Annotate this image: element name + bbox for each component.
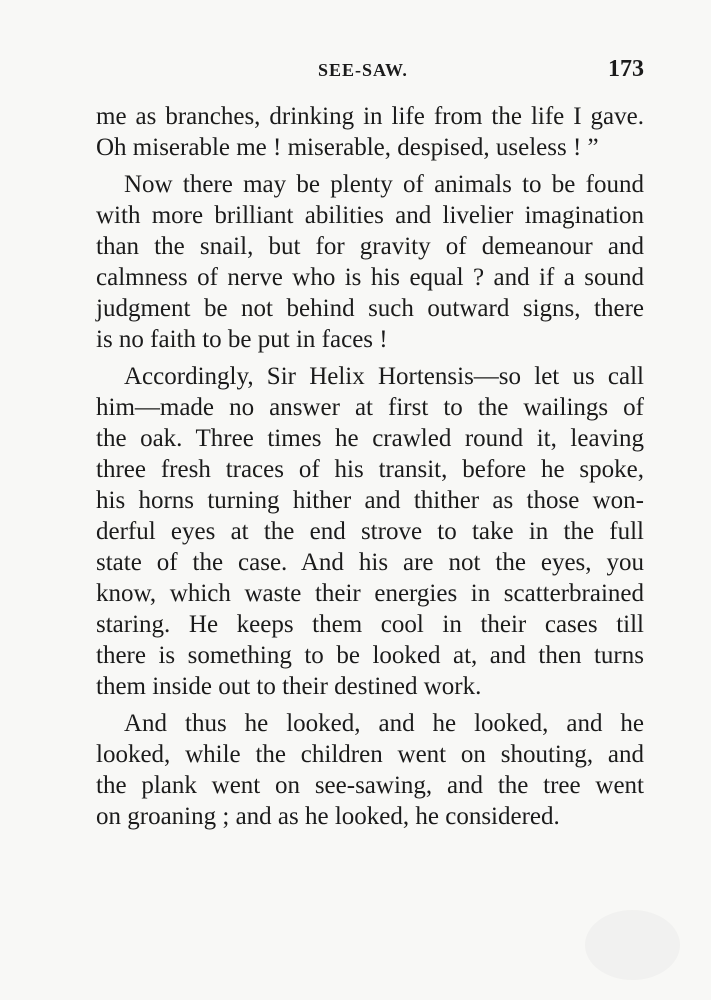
text-line: the plank went on see-sawing, and the tree went — [96, 772, 644, 799]
text-line: on groaning ; and as he looked, he considered. — [96, 803, 560, 830]
text-line: than the snail, but for gravity of demeanour and — [96, 233, 644, 260]
text-line: is no faith to be put in faces ! — [96, 326, 388, 353]
text-line: his horns turning hither and thither as those won- — [96, 487, 644, 514]
text-line: looked, while the children went on shouting, and — [96, 741, 644, 768]
paragraph-snail — [96, 169, 644, 355]
paragraph-considered — [96, 708, 644, 832]
text-line: state of the case. And his are not the eyes, you — [96, 549, 644, 576]
text-line: Oh miserable me ! miserable, despised, useless ! ” — [96, 134, 599, 161]
page-header — [96, 56, 644, 90]
paragraph-continued — [96, 101, 644, 163]
text-line: them inside out to their destined work. — [96, 673, 482, 700]
text-line: know, which waste their energies in scatterbrained — [96, 580, 644, 607]
text-line: the oak. Three times he crawled round it, leaving — [96, 425, 644, 452]
text-line: Accordingly, Sir Helix Hortensis—so let us call — [124, 363, 644, 390]
text-line: staring. He keeps them cool in their cases till — [96, 611, 644, 638]
text-line: me as branches, drinking in life from the life I gave. — [96, 103, 644, 130]
text-line: derful eyes at the end strove to take in the full — [96, 518, 644, 545]
page-number: 173 — [608, 56, 644, 82]
paper-stain — [585, 910, 680, 980]
page-text — [96, 101, 644, 838]
text-line: calmness of nerve who is his equal ? and if a sound — [96, 264, 644, 291]
text-line: with more brilliant abilities and livelier imagination — [96, 202, 644, 229]
text-line: three fresh traces of his transit, before he spoke, — [96, 456, 644, 483]
text-line: Now there may be plenty of animals to be found — [124, 171, 644, 198]
running-head: SEE-SAW. — [318, 60, 408, 80]
text-line: judgment be not behind such outward signs, there — [96, 295, 644, 322]
paragraph-helix — [96, 361, 644, 702]
text-line: And thus he looked, and he looked, and he — [124, 710, 644, 737]
text-line: him—made no answer at first to the wailings of — [96, 394, 644, 421]
text-line: there is something to be looked at, and then turns — [96, 642, 644, 669]
